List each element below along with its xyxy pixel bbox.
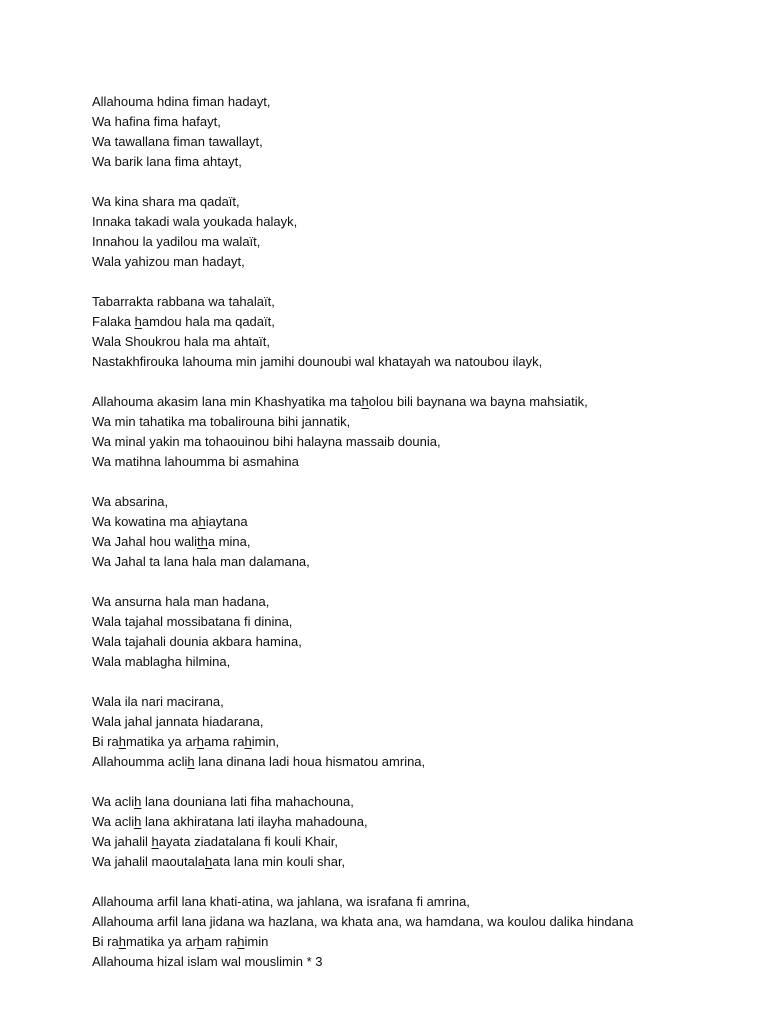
text-line: Allahouma akasim lana min Khashyatika ma taholou bili baynana wa bayna mahsiatik, — [92, 394, 588, 409]
text-line: Nastakhfirouka lahouma min jamihi dounoubi wal khatayah wa natoubou ilayk, — [92, 354, 543, 369]
text-line: Wa aclih lana douniana lati fiha mahachouna, — [92, 794, 354, 809]
text-line: Wala tajahali dounia akbara hamina, — [92, 634, 302, 649]
text-line: Wala tajahal mossibatana fi dinina, — [92, 614, 293, 629]
text-line: Wa jahalil maoutalahata lana min kouli shar, — [92, 854, 346, 869]
document-page — [92, 92, 752, 992]
text-line: Wa tawallana fiman tawallayt, — [92, 134, 263, 149]
text-line: Wa barik lana fima ahtayt, — [92, 154, 242, 169]
text-line: Allahouma arfil lana khati-atina, wa jahlana, wa israfana fi amrina, — [92, 894, 470, 909]
text-line: Allahouma arfil lana jidana wa hazlana, wa khata ana, wa hamdana, wa koulou dalika hindana — [92, 914, 634, 929]
stanza — [92, 592, 752, 672]
text-line: Wa matihna lahoumma bi asmahina — [92, 454, 299, 469]
stanza — [92, 192, 752, 272]
text-line: Tabarrakta rabbana wa tahalaït, — [92, 294, 275, 309]
text-line: Allahouma hizal islam wal mouslimin * 3 — [92, 954, 323, 969]
text-line: Wala Shoukrou hala ma ahtaït, — [92, 334, 271, 349]
text-line: Wa minal yakin ma tohaouinou bihi halayna massaib dounia, — [92, 434, 441, 449]
text-line: Innahou la yadilou ma walaït, — [92, 234, 261, 249]
text-line: Wa kowatina ma ahiaytana — [92, 514, 248, 529]
text-line: Wa Jahal hou walitha mina, — [92, 534, 251, 549]
text-line: Wala jahal jannata hiadarana, — [92, 714, 264, 729]
text-line: Wa aclih lana akhiratana lati ilayha mahadouna, — [92, 814, 368, 829]
stanza — [92, 892, 752, 972]
stanza — [92, 792, 752, 872]
text-line: Wala ila nari macirana, — [92, 694, 224, 709]
stanza — [92, 492, 752, 572]
text-line: Wa min tahatika ma tobalirouna bihi jannatik, — [92, 414, 351, 429]
stanza — [92, 92, 752, 172]
text-line: Wa hafina fima hafayt, — [92, 114, 221, 129]
text-line: Bi rahmatika ya arhama rahimin, — [92, 734, 280, 749]
text-line: Falaka hamdou hala ma qadaït, — [92, 314, 275, 329]
stanza — [92, 392, 752, 472]
text-line: Wa jahalil hayata ziadatalana fi kouli Khair, — [92, 834, 338, 849]
text-line: Allahouma hdina fiman hadayt, — [92, 94, 271, 109]
text-line: Allahoumma aclih lana dinana ladi houa hismatou amrina, — [92, 754, 426, 769]
text-line: Wa Jahal ta lana hala man dalamana, — [92, 554, 310, 569]
text-line: Wala mablagha hilmina, — [92, 654, 231, 669]
text-line: Bi rahmatika ya arham rahimin — [92, 934, 269, 949]
stanza — [92, 692, 752, 772]
stanza — [92, 292, 752, 372]
text-line: Wala yahizou man hadayt, — [92, 254, 245, 269]
text-line: Innaka takadi wala youkada halayk, — [92, 214, 298, 229]
text-line: Wa kina shara ma qadaït, — [92, 194, 240, 209]
text-line: Wa absarina, — [92, 494, 169, 509]
text-line: Wa ansurna hala man hadana, — [92, 594, 270, 609]
